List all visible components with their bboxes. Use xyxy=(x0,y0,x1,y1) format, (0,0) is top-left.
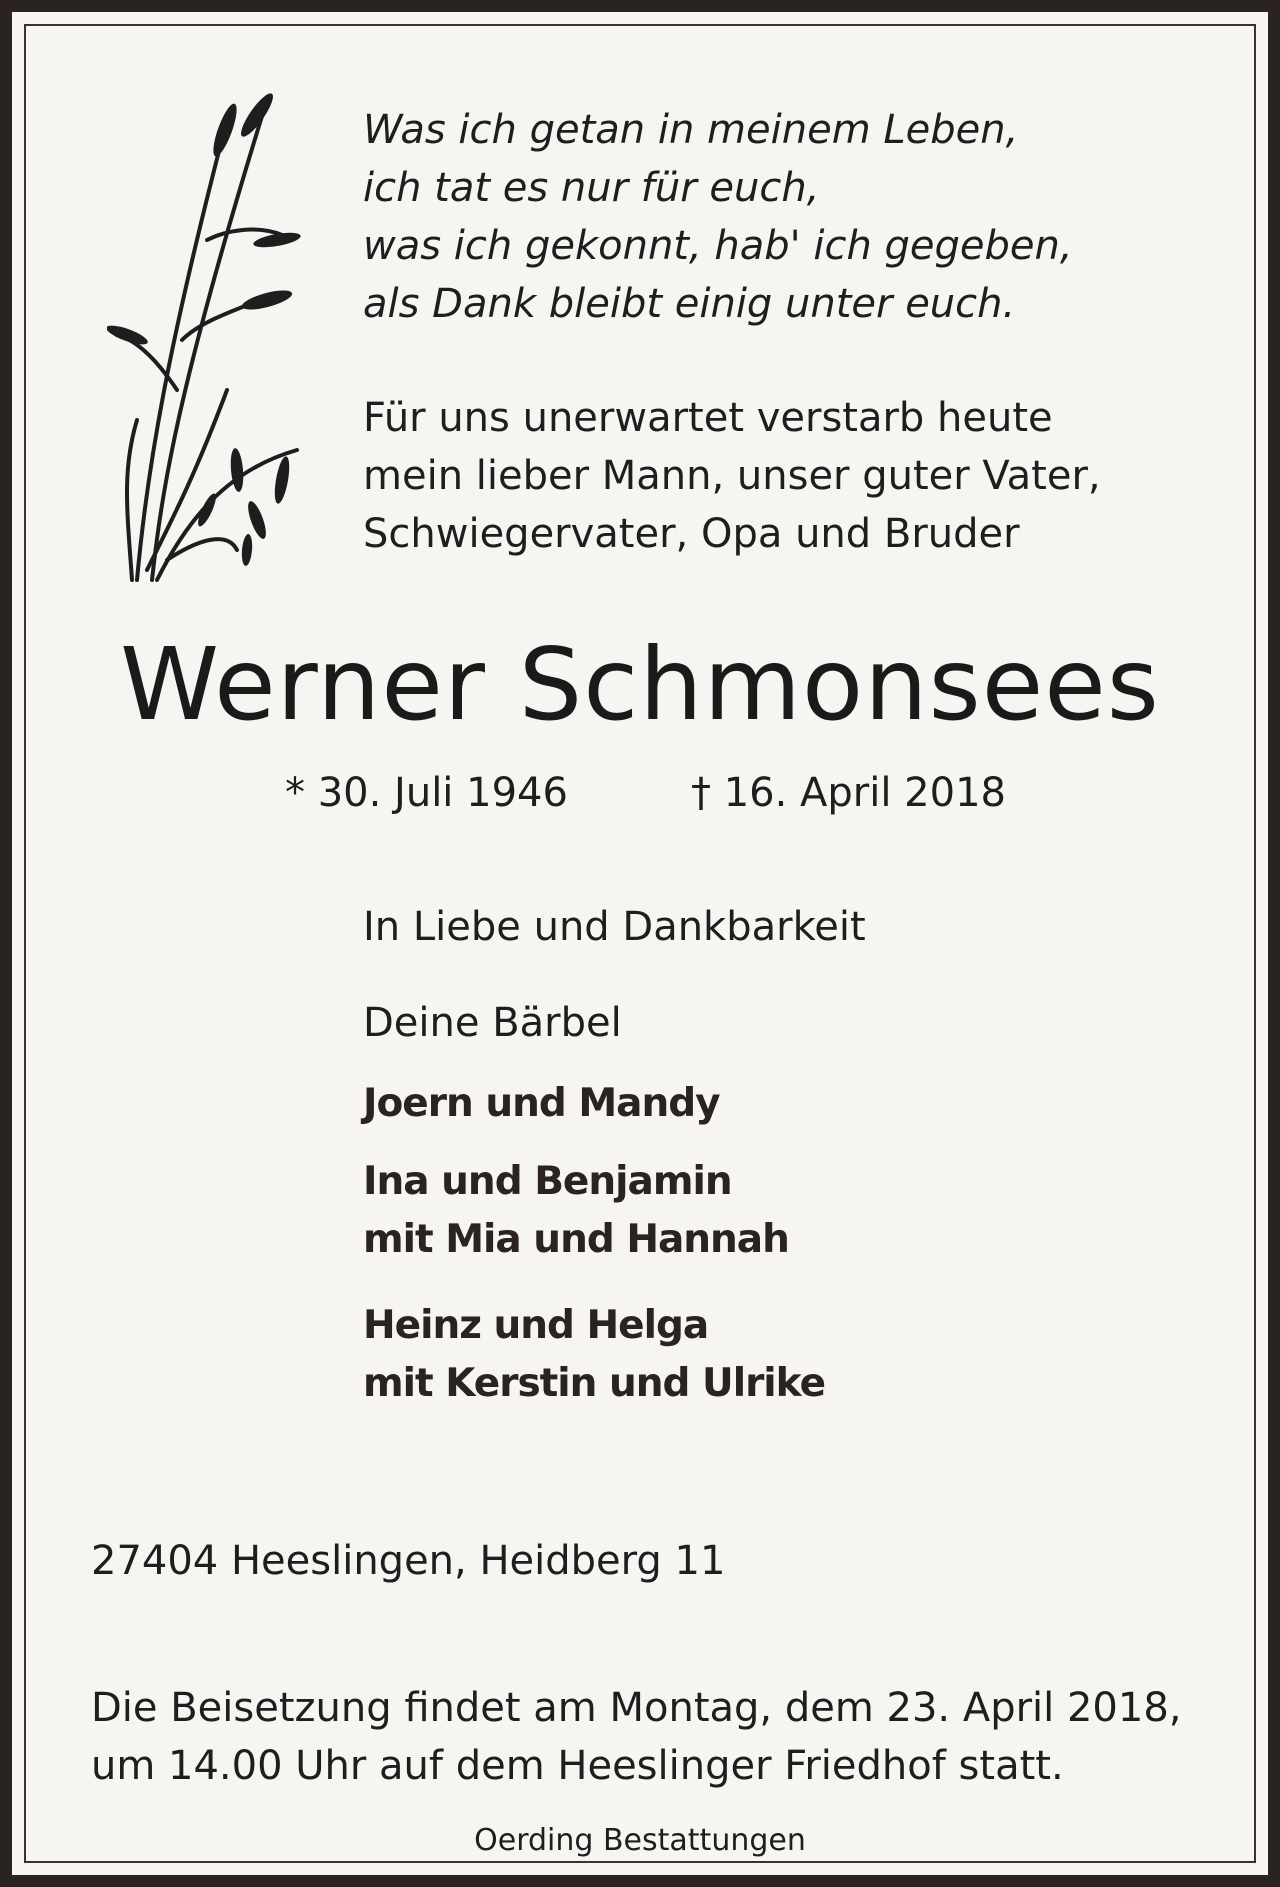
family-group: Ina und Benjamin mit Mia und Hannah xyxy=(363,1159,789,1262)
birth-date: * 30. Juli 1946 xyxy=(285,770,568,816)
undertaker-name: Oerding Bestattungen xyxy=(474,1823,806,1858)
obituary-notice xyxy=(12,12,1268,1875)
death-date: † 16. April 2018 xyxy=(691,770,1006,816)
grass-sprig-icon xyxy=(107,90,317,590)
death-announcement: Für uns unerwartet verstarb heute mein lieber Mann, unser guter Vater, Schwiegervater, Opa und Bruder xyxy=(363,395,1101,557)
family-group: Joern und Mandy xyxy=(363,1081,720,1126)
address: 27404 Heeslingen, Heidberg 11 xyxy=(91,1538,726,1584)
funeral-details: Die Beisetzung findet am Montag, dem 23. April 2018, um 14.00 Uhr auf dem Heeslinger Friedhof statt. xyxy=(91,1685,1182,1789)
poem-verse: Was ich getan in meinem Leben, ich tat es nur für euch, was ich gekonnt, hab' ich gegeben, als Dank bleibt einig unter euch. xyxy=(363,107,1073,327)
closing-phrase: In Liebe und Dankbarkeit xyxy=(363,904,866,950)
spouse-name: Deine Bärbel xyxy=(363,1000,622,1046)
family-group: Heinz und Helga mit Kerstin und Ulrike xyxy=(363,1303,826,1406)
deceased-name: Werner Schmonsees xyxy=(120,626,1160,743)
